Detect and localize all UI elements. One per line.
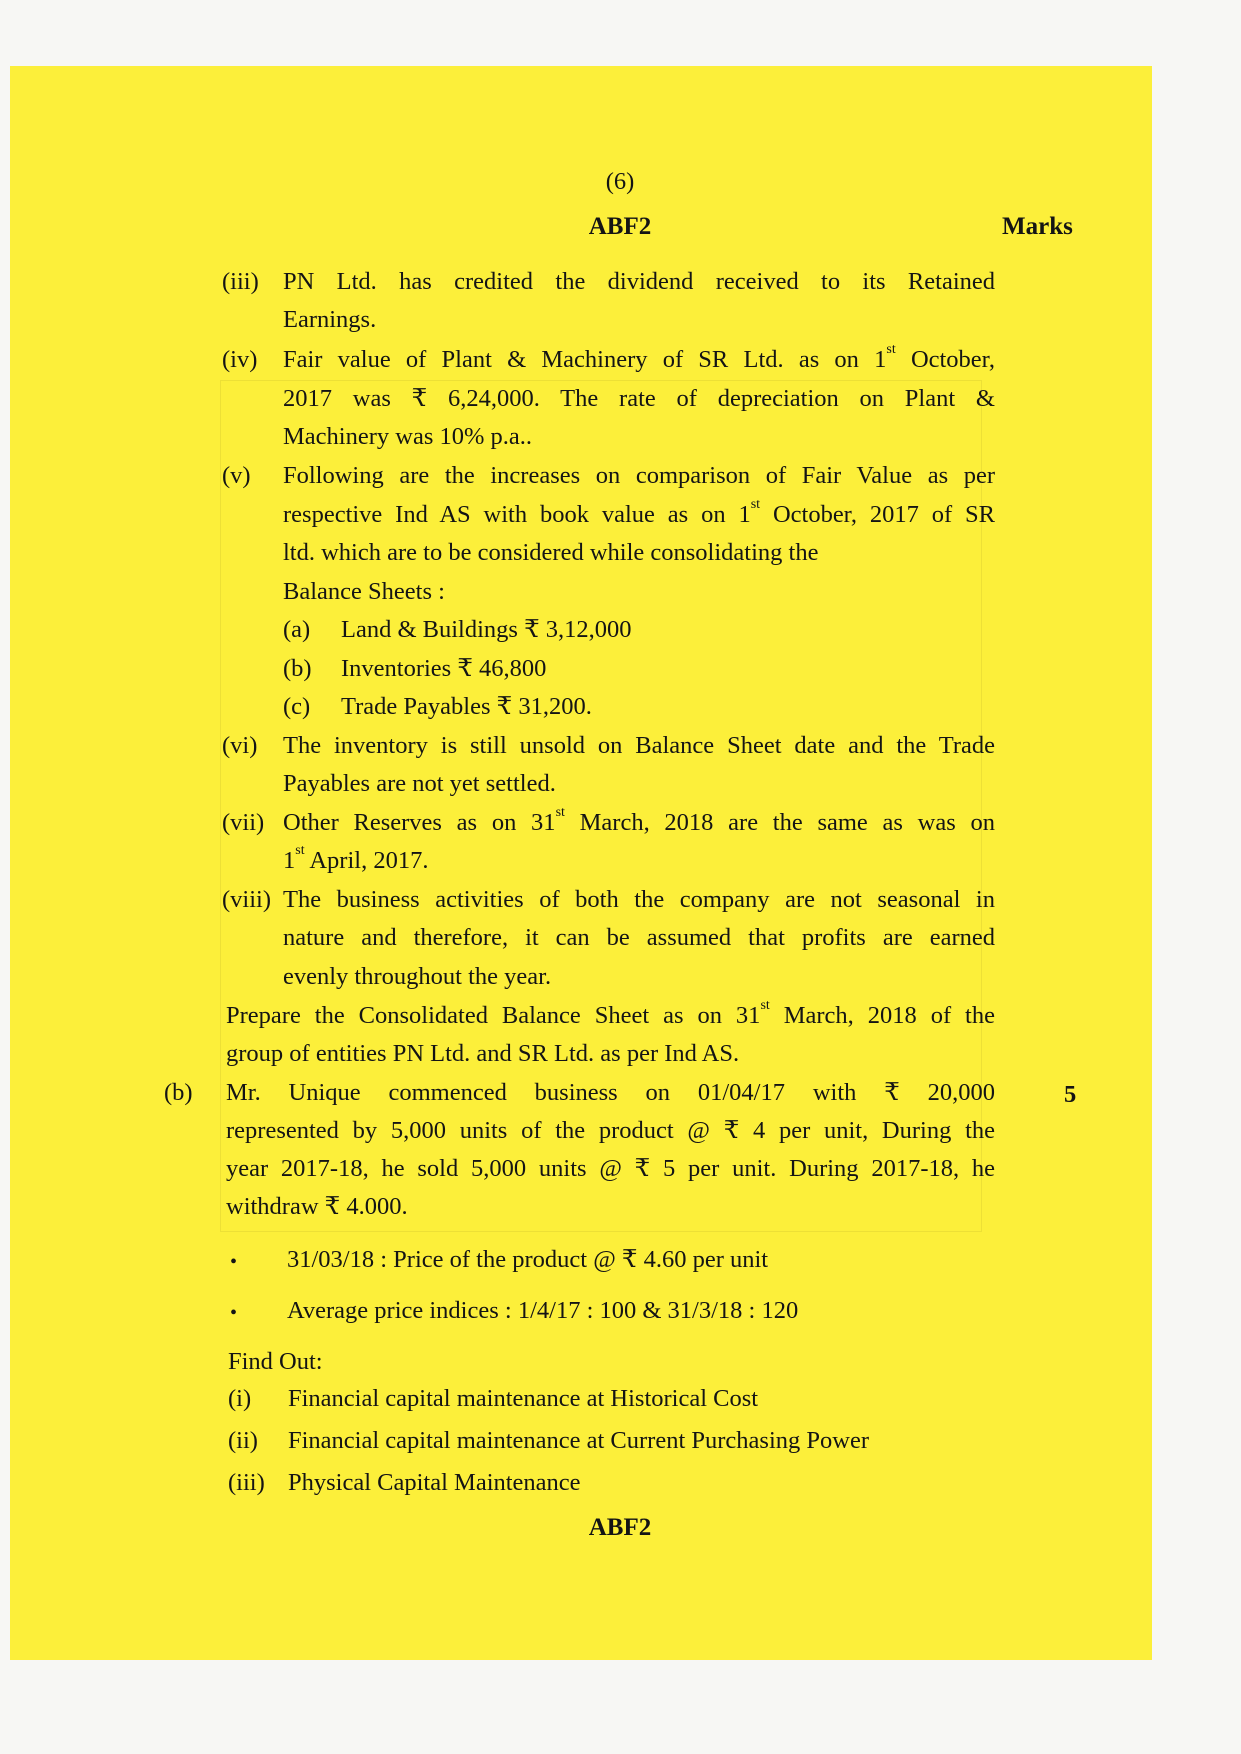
question-text: represented by 5,000 units of the product @ ₹ 4 per unit, During the [226,1117,995,1144]
question-text: year 2017-18, he sold 5,000 units @ ₹ 5 per unit. During 2017-18, he [226,1155,995,1182]
note-text: ltd. which are to be considered while consolidating the [283,539,819,566]
find-out-label: Find Out: [228,1348,323,1375]
note-text: The inventory is still unsold on Balance Sheet date and the Trade [283,732,995,759]
sub-item-text: Inventories ₹ 46,800 [341,655,547,682]
note-text: PN Ltd. has credited the dividend received to its Retained [283,268,995,295]
page-number: (6) [605,168,635,195]
bullet-icon: • [230,1251,238,1273]
note-number: (vi) [222,732,258,759]
note-text: Earnings. [283,306,377,333]
note-number: (iii) [222,268,259,295]
sub-item-number: (c) [283,693,311,720]
note-text: nature and therefore, it can be assumed that profits are earned [283,924,995,951]
note-number: (viii) [222,886,271,913]
sub-item-text: Trade Payables ₹ 31,200. [341,693,592,720]
bullet-text: 31/03/18 : Price of the product @ ₹ 4.60 per unit [287,1246,769,1273]
sub-item-number: (a) [283,616,311,643]
paper-code-footer: ABF2 [588,1514,652,1541]
bullet-icon: • [230,1302,238,1324]
sub-item-number: (b) [283,655,312,682]
marks-column-header: Marks [1002,213,1073,240]
note-text: Payables are not yet settled. [283,770,556,797]
note-text: The business activities of both the company are not seasonal in [283,886,995,913]
note-text: evenly throughout the year. [283,963,552,990]
question-marks: 5 [1064,1081,1077,1108]
note-number: (iv) [222,346,258,373]
sub-question-number: (ii) [228,1427,258,1454]
note-text: Machinery was 10% p.a.. [283,423,533,450]
note-text: Fair value of Plant & Machinery of SR Ltd. as on 1st October, [283,342,995,373]
question-label: (b) [164,1079,193,1106]
question-text: Mr. Unique commenced business on 01/04/17 with ₹ 20,000 [226,1079,995,1106]
bullet-text: Average price indices : 1/4/17 : 100 & 31/3/18 : 120 [287,1297,799,1324]
note-text: 1st April, 2017. [283,843,429,874]
note-text: 2017 was ₹ 6,24,000. The rate of depreciation on Plant & [283,385,995,412]
sub-question-number: (i) [228,1385,252,1412]
instruction-text: group of entities PN Ltd. and SR Ltd. as per Ind AS. [226,1040,740,1067]
sub-question-number: (iii) [228,1469,265,1496]
note-number: (v) [222,462,251,489]
sub-item-text: Land & Buildings ₹ 3,12,000 [341,616,632,643]
sub-question-text: Financial capital maintenance at Historical Cost [288,1385,759,1412]
note-text: Other Reserves as on 31st March, 2018 are the same as was on [283,805,995,836]
instruction-text: Prepare the Consolidated Balance Sheet as on 31st March, 2018 of the [226,998,995,1029]
note-text: respective Ind AS with book value as on 1st October, 2017 of SR [283,497,995,528]
paper-code-header: ABF2 [588,213,652,240]
note-number: (vii) [222,809,265,836]
note-text: Following are the increases on comparison of Fair Value as per [283,462,995,489]
sub-question-text: Financial capital maintenance at Current Purchasing Power [288,1427,870,1454]
question-text: withdraw ₹ 4.000. [226,1193,408,1220]
note-text: Balance Sheets : [283,578,445,605]
sub-question-text: Physical Capital Maintenance [288,1469,581,1496]
